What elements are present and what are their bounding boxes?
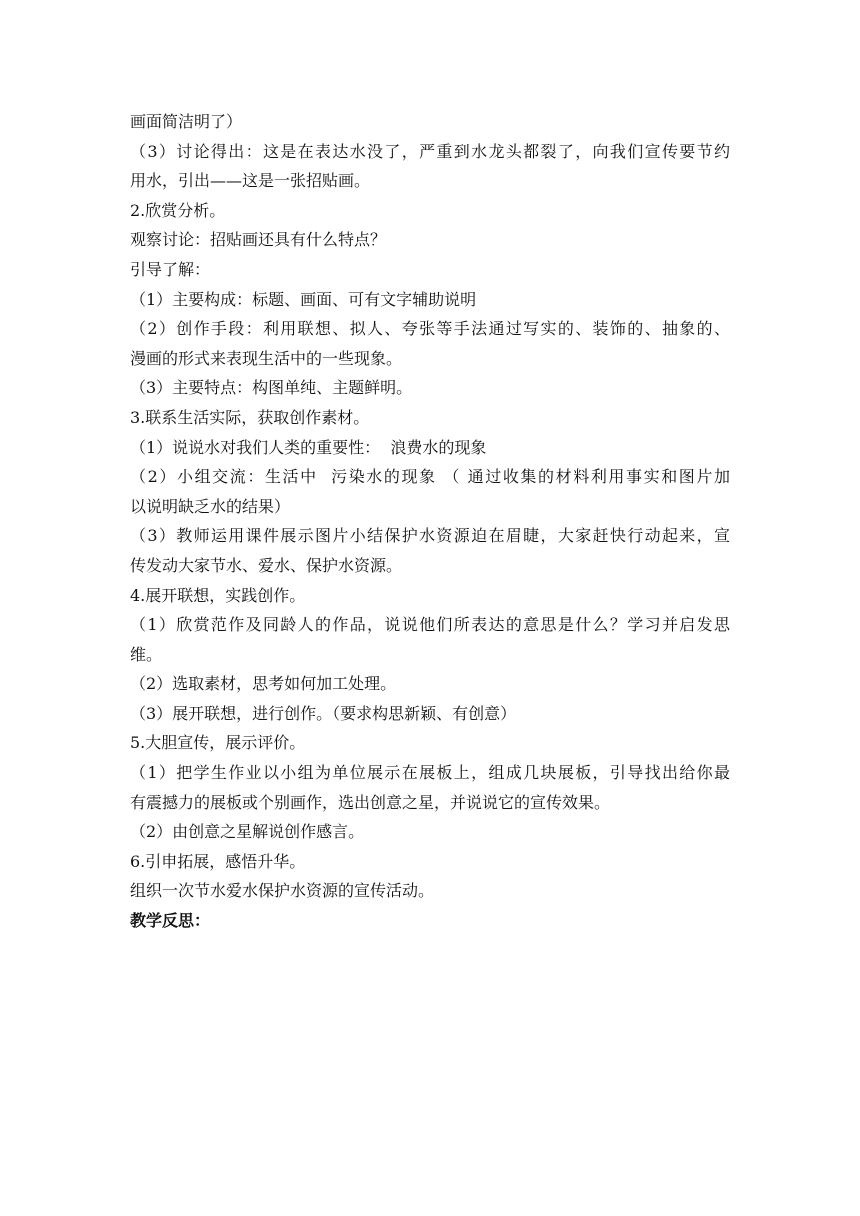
document-body — [130, 107, 730, 936]
text-line: （2）选取素材，思考如何加工处理。 — [130, 674, 397, 694]
text-line: 组织一次节水爱水保护水资源的宣传活动。 — [130, 881, 435, 901]
text-line: （3）主要特点：构图单纯、主题鲜明。 — [130, 378, 413, 398]
text-line: 以说明缺乏水的结果） — [130, 496, 291, 516]
text-line: 漫画的形式来表现生活中的一些现象。 — [130, 348, 403, 368]
text-line: 观察讨论：招贴画还具有什么特点？ — [130, 230, 387, 250]
section-heading: 6.引申拓展，感悟升华。 — [130, 851, 306, 871]
section-heading: 4.展开联想，实践创作。 — [130, 585, 306, 605]
text-line: （3）展开联想，进行创作。（要求构思新颖、有创意） — [130, 703, 517, 723]
section-heading: 5.大胆宣传，展示评价。 — [130, 733, 306, 753]
text-line: 有震撼力的展板或个别画作，选出创意之星，并说说它的宣传效果。 — [130, 792, 611, 812]
text-line: （1）欣赏范作及同龄人的作品，说说他们所表达的意思是什么？学习并启发思 — [130, 615, 730, 635]
text-line: 引导了解： — [130, 259, 211, 279]
text-line: 用水，引出——这是一张招贴画。 — [130, 171, 371, 191]
section-heading: 2.欣赏分析。 — [130, 200, 226, 220]
text-line: （1）把学生作业以小组为单位展示在展板上，组成几块展板，引导找出给你最 — [130, 763, 730, 783]
text-line: 传发动大家节水、爱水、保护水资源。 — [130, 555, 403, 575]
text-line: （2）创作手段：利用联想、拟人、夸张等手法通过写实的、装饰的、抽象的、 — [130, 319, 730, 339]
text-line: （2）小组交流：生活中 污染水的现象 （ 通过收集的材料利用事实和图片加 — [130, 467, 730, 487]
text-line: （2）由创意之星解说创作感言。 — [130, 822, 365, 842]
text-line: （1）主要构成：标题、画面、可有文字辅助说明 — [130, 289, 477, 309]
text-line: （3）讨论得出：这是在表达水没了，严重到水龙头都裂了，向我们宣传要节约 — [130, 141, 730, 161]
text-line: 画面简洁明了） — [130, 112, 243, 131]
text-line: 维。 — [130, 644, 163, 664]
section-heading: 3.联系生活实际，获取创作素材。 — [130, 407, 370, 427]
teaching-reflection-heading: 教学反思： — [130, 911, 211, 931]
text-line: （1）说说水对我们人类的重要性： 浪费水的现象 — [130, 437, 487, 457]
text-line: （3）教师运用课件展示图片小结保护水资源迫在眉睫，大家赶快行动起来，宣 — [130, 526, 730, 546]
